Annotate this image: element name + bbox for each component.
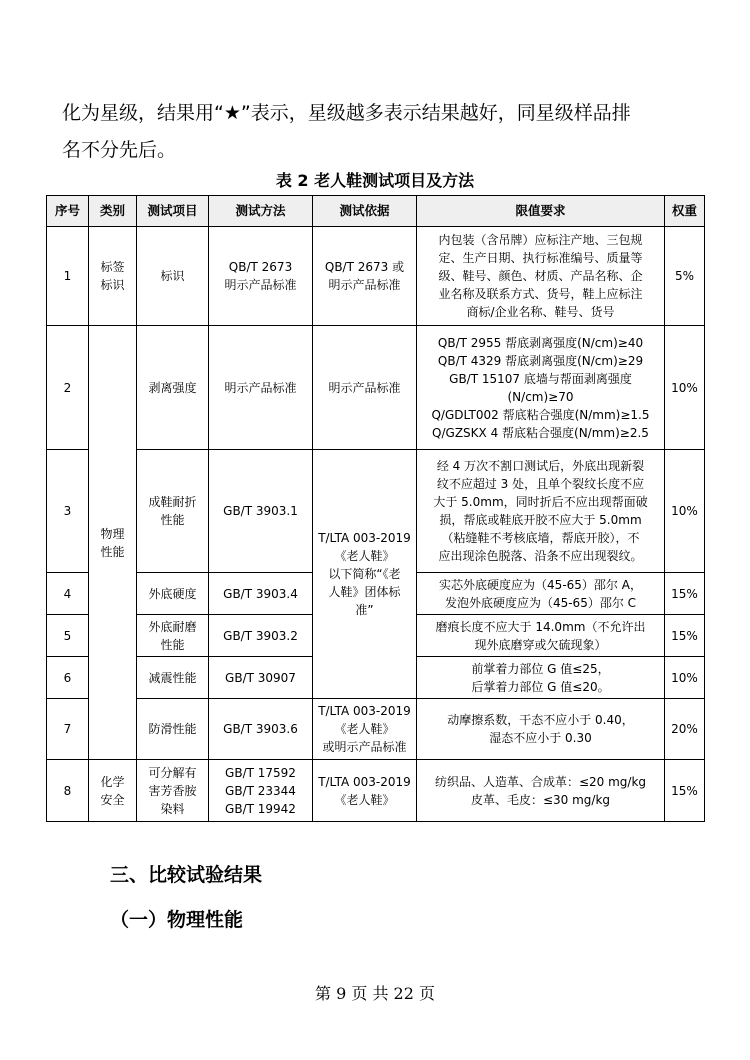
cell-method: GB/T 3903.4	[209, 573, 313, 615]
cell-item: 外底硬度	[137, 573, 209, 615]
cell-method: QB/T 2673 明示产品标准	[209, 227, 313, 326]
header-no: 序号	[47, 196, 89, 227]
table-header-row	[47, 196, 705, 227]
cell-limit: QB/T 2955 帮底剥离强度(N/cm)≥40 QB/T 4329 帮底剥离强度(N/cm)≥29 GB/T 15107 底墙与帮面剥离强度 (N/cm)≥70 Q/GDLT002 帮底粘合强度(N/mm)≥1.5 Q/GZSKX 4 帮底粘合强度(N/mm)≥2.5	[417, 326, 665, 450]
cell-no: 1	[47, 227, 89, 326]
section-heading: 三、比较试验结果	[110, 864, 263, 886]
cell-weight: 15%	[665, 573, 705, 615]
cell-weight: 15%	[665, 615, 705, 657]
cell-basis: T/LTA 003-2019 《老人鞋》 以下简称“《老 人鞋》团体标 准”	[313, 450, 417, 699]
page-footer: 第 9 页 共 22 页	[315, 984, 435, 1003]
cell-method: GB/T 30907	[209, 657, 313, 699]
header-method: 测试方法	[209, 196, 313, 227]
cell-limit: 实芯外底硬度应为（45-65）邵尔 A， 发泡外底硬度应为（45-65）邵尔 C	[417, 573, 665, 615]
table-row	[47, 326, 705, 450]
cell-limit: 磨痕长度不应大于 14.0mm（不允许出 现外底磨穿或欠硫现象）	[417, 615, 665, 657]
header-weight: 权重	[665, 196, 705, 227]
cell-basis: QB/T 2673 或 明示产品标准	[313, 227, 417, 326]
cell-basis: T/LTA 003-2019 《老人鞋》	[313, 760, 417, 822]
cell-item: 可分解有 害芳香胺 染料	[137, 760, 209, 822]
cell-basis: 明示产品标准	[313, 326, 417, 450]
cell-weight: 10%	[665, 657, 705, 699]
table-row	[47, 760, 705, 822]
cell-limit: 内包装（含吊牌）应标注产地、三包规 定、生产日期、执行标准编号、质量等 级、鞋号、颜色、材质、产品名称、企 业名称及联系方式、货号，鞋上应标注 商标/企业名称、鞋号、货号	[417, 227, 665, 326]
cell-limit: 经 4 万次不割口测试后，外底出现新裂 纹不应超过 3 处，且单个裂纹长度不应 大于 5.0mm，同时折后不应出现帮面破 损，帮底或鞋底开胶不应大于 5.0mm （粘缝鞋不考核底墙，帮底开胶），不 应出现涂色脱落、沿条不应出现裂纹。	[417, 450, 665, 573]
cell-category: 化学 安全	[89, 760, 137, 822]
table-row	[47, 450, 705, 573]
cell-weight: 15%	[665, 760, 705, 822]
subsection-heading: （一）物理性能	[110, 909, 244, 931]
intro-line-1: 化为星级，结果用“★”表示，星级越多表示结果越好，同星级样品排	[62, 102, 631, 124]
cell-item: 减震性能	[137, 657, 209, 699]
cell-item: 剥离强度	[137, 326, 209, 450]
cell-no: 7	[47, 699, 89, 760]
cell-method: GB/T 17592 GB/T 23344 GB/T 19942	[209, 760, 313, 822]
cell-limit: 纺织品、人造革、合成革：≤20 mg/kg 皮革、毛皮：≤30 mg/kg	[417, 760, 665, 822]
table-caption: 表 2 老人鞋测试项目及方法	[275, 171, 475, 190]
cell-item: 外底耐磨 性能	[137, 615, 209, 657]
table-row	[47, 227, 705, 326]
intro-paragraph	[62, 95, 702, 169]
cell-item: 成鞋耐折 性能	[137, 450, 209, 573]
cell-weight: 5%	[665, 227, 705, 326]
cell-no: 3	[47, 450, 89, 573]
cell-no: 5	[47, 615, 89, 657]
cell-no: 2	[47, 326, 89, 450]
cell-method: 明示产品标准	[209, 326, 313, 450]
header-limit: 限值要求	[417, 196, 665, 227]
cell-item: 标识	[137, 227, 209, 326]
cell-method: GB/T 3903.6	[209, 699, 313, 760]
header-category: 类别	[89, 196, 137, 227]
cell-no: 6	[47, 657, 89, 699]
cell-weight: 10%	[665, 450, 705, 573]
cell-weight: 20%	[665, 699, 705, 760]
cell-category: 物理 性能	[89, 326, 137, 760]
cell-weight: 10%	[665, 326, 705, 450]
cell-method: GB/T 3903.1	[209, 450, 313, 573]
header-item: 测试项目	[137, 196, 209, 227]
test-items-table	[46, 195, 705, 822]
cell-category: 标签 标识	[89, 227, 137, 326]
cell-limit: 动摩擦系数，干态不应小于 0.40， 湿态不应小于 0.30	[417, 699, 665, 760]
table-row	[47, 699, 705, 760]
cell-basis: T/LTA 003-2019 《老人鞋》 或明示产品标准	[313, 699, 417, 760]
cell-limit: 前掌着力部位 G 值≤25， 后掌着力部位 G 值≤20。	[417, 657, 665, 699]
cell-no: 4	[47, 573, 89, 615]
cell-item: 防滑性能	[137, 699, 209, 760]
cell-method: GB/T 3903.2	[209, 615, 313, 657]
intro-line-2: 名不分先后。	[62, 139, 177, 161]
header-basis: 测试依据	[313, 196, 417, 227]
cell-no: 8	[47, 760, 89, 822]
